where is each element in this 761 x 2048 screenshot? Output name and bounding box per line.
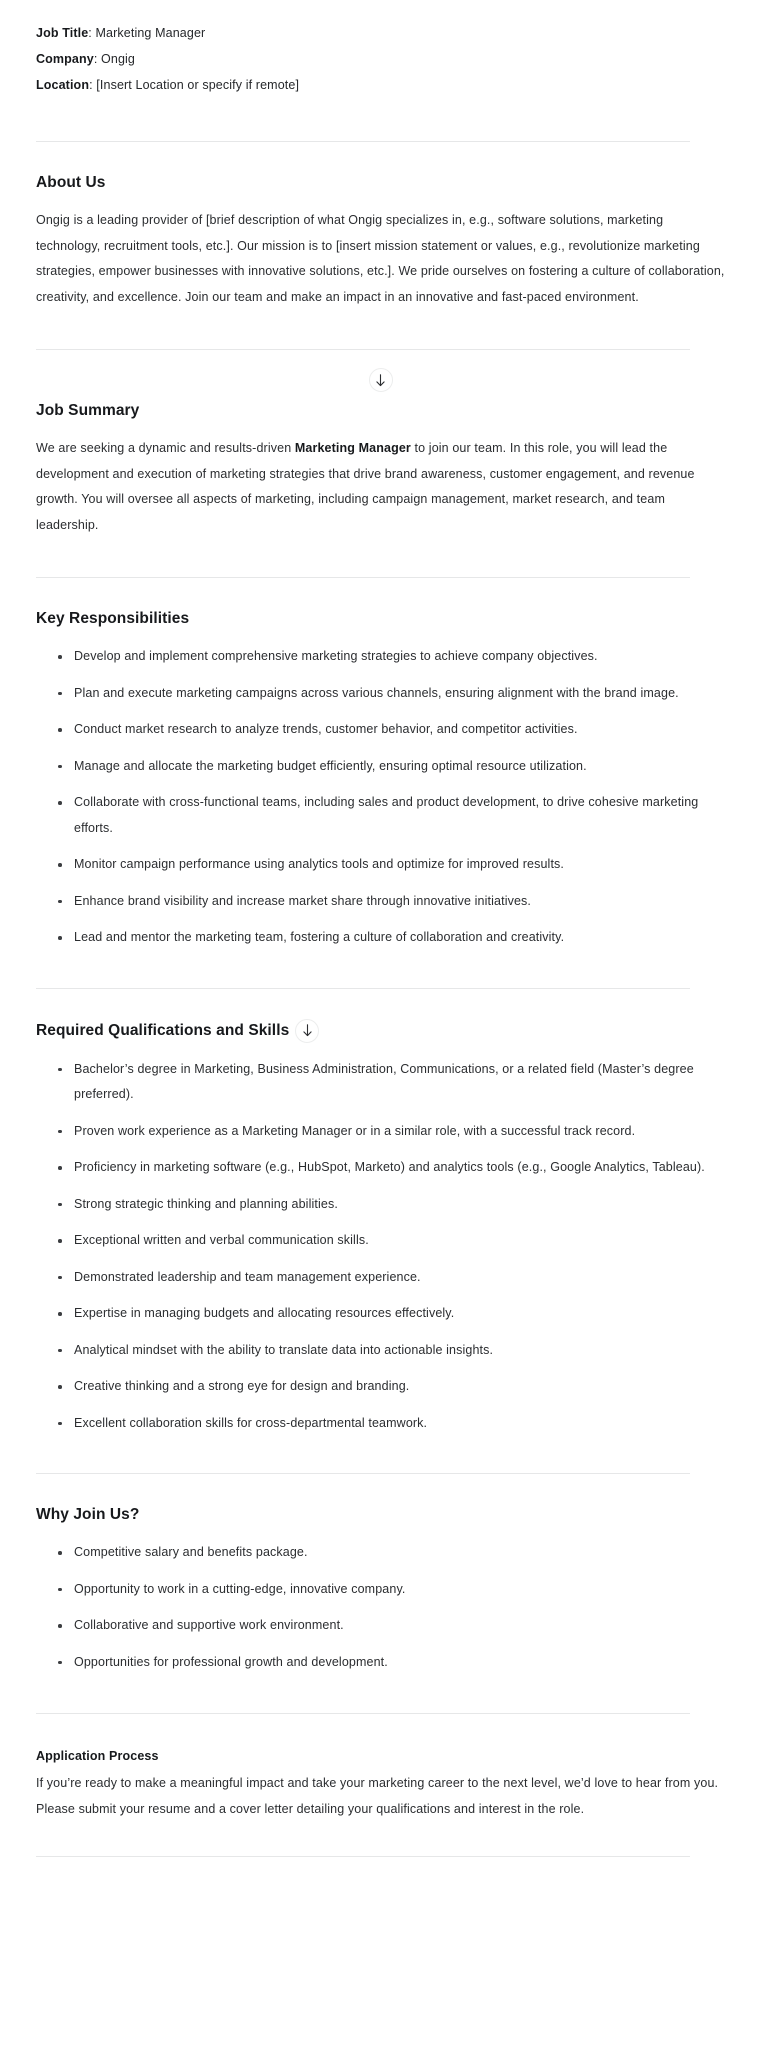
section-why-join-us <box>0 1474 761 1675</box>
list-item: Develop and implement comprehensive marketing strategies to achieve company objectives. <box>58 644 725 670</box>
divider-bottom <box>0 1856 761 1857</box>
job-title-value: Marketing Manager <box>95 26 206 40</box>
location-separator: : <box>89 78 97 92</box>
company-line <box>36 46 725 72</box>
down-arrow-icon[interactable] <box>295 1019 319 1043</box>
list-item: Collaborative and supportive work environment. <box>58 1613 725 1639</box>
list-item: Expertise in managing budgets and allocating resources effectively. <box>58 1301 725 1327</box>
company-separator: : <box>93 52 102 66</box>
list-item: Exceptional written and verbal communication skills. <box>58 1228 725 1254</box>
application-process-paragraph: If you’re ready to make a meaningful impact and take your marketing career to the next level, we’d love to hear from you. Please submit your resume and a cover letter detailing your qualifications and interest in the role. <box>36 1776 719 1816</box>
required-qualifications-heading-text: Required Qualifications and Skills <box>36 1021 290 1039</box>
about-us-paragraph: Ongig is a leading provider of [brief description of what Ongig specializes in, e.g., software solutions, marketing technology, recruitment tools, etc.]. Our mission is to [insert mission statement or values, e.g., revolutionize marketing strategies, empower businesses with innovative solutions, etc.]. We pride ourselves on fostering a culture of collaboration, creativity, and excellence. Join our team and make an impact in an innovative and fast-paced environment. <box>36 213 725 304</box>
list-item: Proven work experience as a Marketing Manager or in a similar role, with a successful track record. <box>58 1119 725 1145</box>
list-item: Analytical mindset with the ability to translate data into actionable insights. <box>58 1338 725 1364</box>
list-item: Manage and allocate the marketing budget efficiently, ensuring optimal resource utilization. <box>58 754 725 780</box>
list-item: Conduct market research to analyze trends, customer behavior, and competitor activities. <box>58 717 725 743</box>
key-responsibilities-heading: Key Responsibilities <box>36 610 190 627</box>
job-summary-role: Marketing Manager <box>294 441 411 455</box>
list-item: Proficiency in marketing software (e.g., HubSpot, Marketo) and analytics tools (e.g., Google Analytics, Tableau). <box>58 1155 725 1181</box>
company-label: Company <box>36 52 94 66</box>
list-item: Strong strategic thinking and planning abilities. <box>58 1192 725 1218</box>
list-item: Bachelor’s degree in Marketing, Business Administration, Communications, or a related field (Master’s degree preferred). <box>58 1057 725 1108</box>
job-meta-block <box>0 0 761 98</box>
about-us-heading: About Us <box>36 174 106 191</box>
list-item: Monitor campaign performance using analytics tools and optimize for improved results. <box>58 852 725 878</box>
list-item: Enhance brand visibility and increase market share through innovative initiatives. <box>58 889 725 915</box>
list-item: Plan and execute marketing campaigns across various channels, ensuring alignment with the brand image. <box>58 681 725 707</box>
job-title-separator: : <box>88 26 96 40</box>
down-arrow-icon[interactable] <box>369 368 393 392</box>
required-qualifications-list <box>36 1057 725 1437</box>
list-item: Opportunity to work in a cutting-edge, innovative company. <box>58 1577 725 1603</box>
list-item: Opportunities for professional growth and development. <box>58 1650 725 1676</box>
section-application-process <box>0 1714 761 1822</box>
section-required-qualifications <box>0 989 761 1437</box>
job-title-line <box>36 20 725 46</box>
section-job-summary <box>0 394 761 538</box>
required-qualifications-heading <box>36 1019 725 1043</box>
section-key-responsibilities <box>0 578 761 951</box>
section-about-us <box>0 142 761 310</box>
job-summary-heading: Job Summary <box>36 402 140 419</box>
location-value: [Insert Location or specify if remote] <box>96 78 300 92</box>
job-summary-text-2: to join our team. In this role, you will lead the development and execution of marketing strategies that drive brand awareness, customer engagement, and revenue growth. You will oversee all aspects of marketing, including campaign management, market research, and team leadership. <box>36 441 695 532</box>
company-value: Ongig <box>101 52 136 66</box>
job-summary-paragraph <box>36 436 725 538</box>
job-summary-text-1: We are seeking a dynamic and results-driven <box>36 441 295 455</box>
why-join-us-heading: Why Join Us? <box>36 1506 140 1523</box>
job-title-label: Job Title <box>36 26 89 40</box>
list-item: Excellent collaboration skills for cross-departmental teamwork. <box>58 1411 725 1437</box>
list-item: Lead and mentor the marketing team, fostering a culture of collaboration and creativity. <box>58 925 725 951</box>
list-item: Competitive salary and benefits package. <box>58 1540 725 1566</box>
scroll-down-arrow-row <box>0 350 761 394</box>
key-responsibilities-list <box>36 644 725 951</box>
location-label: Location <box>36 78 90 92</box>
list-item: Creative thinking and a strong eye for design and branding. <box>58 1374 725 1400</box>
list-item: Demonstrated leadership and team management experience. <box>58 1265 725 1291</box>
list-item: Collaborate with cross-functional teams, including sales and product development, to drive cohesive marketing efforts. <box>58 790 725 841</box>
location-line <box>36 72 725 98</box>
application-process-heading: Application Process <box>36 1749 159 1763</box>
why-join-us-list <box>36 1540 725 1675</box>
